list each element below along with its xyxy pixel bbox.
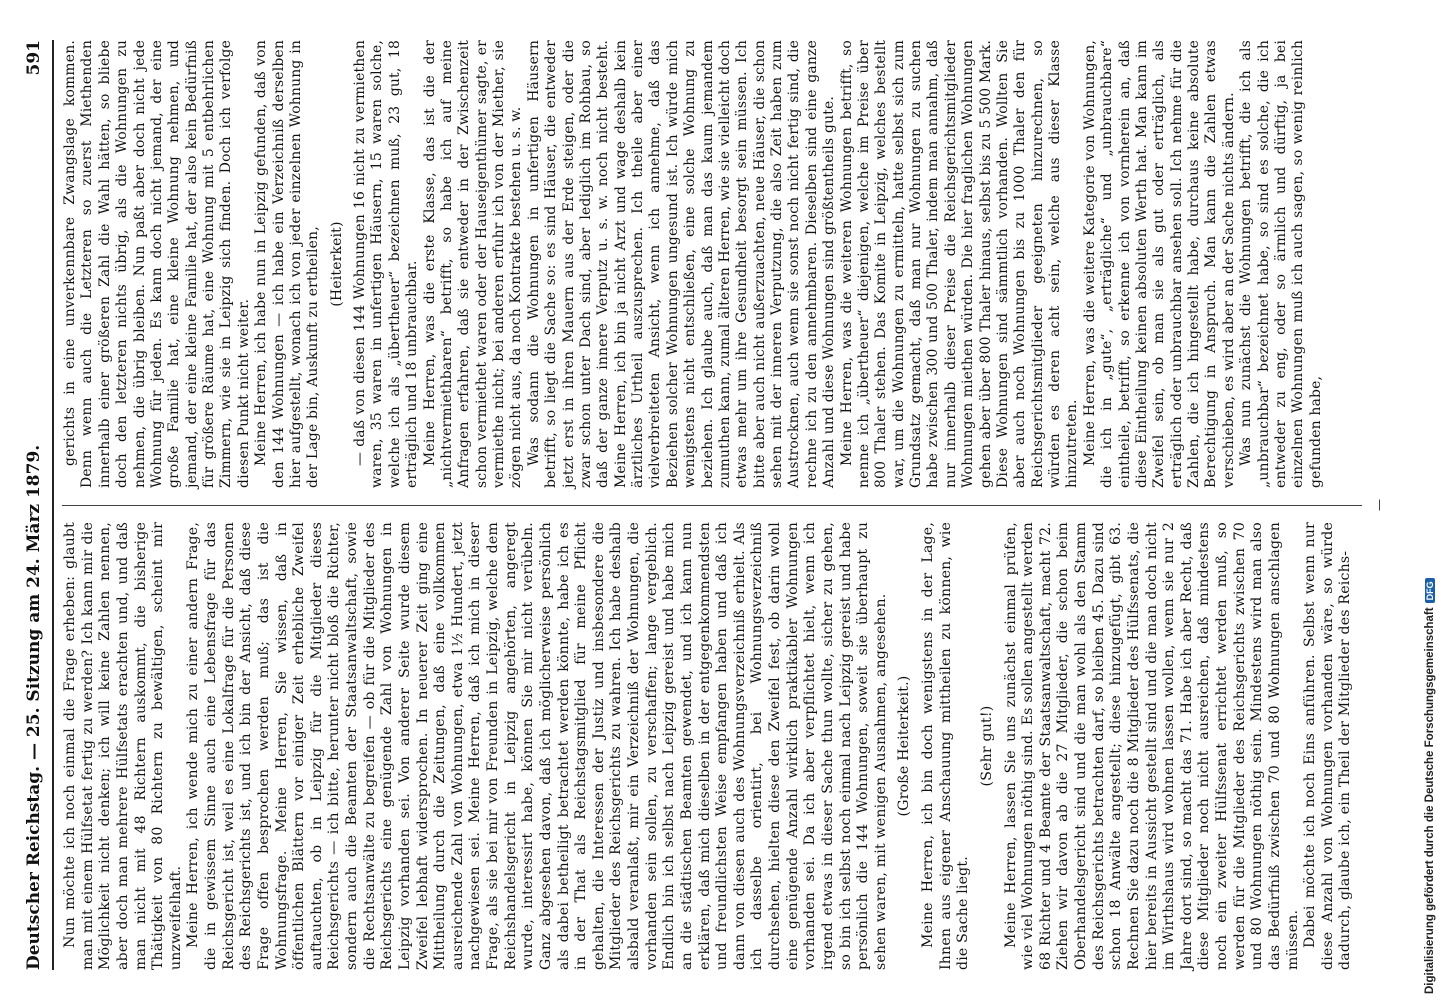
text-column-left (62, 522, 1355, 970)
column-divider (62, 505, 1362, 506)
running-header: Deutscher Reichstag. — 25. Sitzung am 24. März 1879. (24, 444, 44, 970)
dfg-logo: DFG (1425, 578, 1435, 603)
dfg-credit-text: Digitalisierung gefördert durch die Deutsche Forschungsgemeinschaft (1424, 607, 1436, 994)
paragraph: gerichts in eine unverkennbare Zwangslage kommen. Denn wenn auch die Letzteren so zuerst Miethenden innerhalb einer größeren Zahl die Wahl hätten, so bliebe doch den letzteren nichts übrig, als die Wohnungen zu nehmen, die übrig bleiben. Nun paßt aber doch nicht jede Wohnung für jeden. Es kann doch nicht jemand, der eine große Familie hat, eine kleine Wohnung nehmen, und jemand, der eine kleine Familie hat, der also kein Bedürfniß für größere Räume hat, eine Wohnung mit 5 entbehrlichen Zimmern, wie sie in Leipzig sich finden. Doch ich verfolge diesen Punkt nicht weiter. (62, 40, 252, 488)
paragraph: Meine Herren, was die weitere Kategorie von Wohnungen, die ich in „gute“, „erträgliche“ und „unbrauchbare“ eintheile, betrifft, so erkenne ich von vornherein an, daß diese Eintheilung keinen absoluten Werth hat. Man kann im Zweifel sein, ob man sie als gut oder erträglich, als erträglich oder unbrauchbar ansehen soll. Ich nehme für die Zahlen, die ich hingestellt habe, durchaus keine absolute Berechtigung in Anspruch. Man kann die Zahlen etwas verschieben, es wird aber an der Sache nichts ändern. (1081, 40, 1237, 488)
paragraph: Meine Herren, ich bin doch wenigstens in der Lage, Ihnen aus eigener Anschauung mittheilen zu können, wie die Sache liegt. (920, 522, 972, 970)
stage-direction: (Heiterkeit) (328, 221, 345, 307)
paragraph: Was nun zunächst die Wohnungen betrifft, die ich als „unbrauchbar“ bezeichnet habe, so sind es solche, die ich entweder zu eng, oder so ärmlich und dürftig, ja bei einzelnen Wohnungen muß ich auch sagen, so wenig reinlich gefunden habe, (1238, 40, 1324, 488)
paragraph: Meine Herren, was die erste Klasse, das ist die der „nichtvermiethbaren“ betrifft, so habe ich auf meine Anfragen erfahren, daß sie entweder in der Zwischenzeit schon vermiethet waren oder der Hauseigenthümer sagte, er vermiethe nicht; bei anderen erfuhr ich von der Miether, sie zögen nicht aus, da noch Kontrakte bestehen u. s. w. (421, 40, 525, 488)
paragraph: Was sodann die Wohnungen in unfertigen Häusern betrifft, so liegt die Sache so: es sind Häuser, die entweder jetzt erst in ihren Mauern aus der Erde steigen, oder die zwar schon unter Dach sind, aber lediglich im Rohbau, so daß der ganze innere Verputz u. s. w. noch nicht besteht. Meine Herren, ich bin ja nicht Arzt und wage deshalb kein ärztliches Urtheil auszusprechen. Ich theile aber einer vielverbreiteten Ansicht, wenn ich annehme, daß das Beziehen solcher Wohnungen ungesund ist. Ich würde mich wenigstens nicht entschließen, eine solche Wohnung zu beziehen. Ich glaube auch, daß man das kaum jemandem zumuthen kann, zumal älteren Herren, wie sie vielleicht doch etwas mehr um ihre Gesundheit besorgt sein müssen. Ich bitte aber auch nicht außerzuachten, neue Häuser, die schon sehen mit der inneren Verputzung, die also Zeit haben zum Austrocknen, auch wenn sie sonst noch nicht fertig sind, die rechne ich zu den annehmbaren. Dieselben sind eine ganze Anzahl und diese Wohnungen sind größtentheils gute. (525, 40, 838, 488)
dfg-credit (1424, 4, 1436, 994)
paragraph: Meine Herren, was die weiteren Wohnungen betrifft, so nenne ich „übertheuer“ diejenigen, welche im Preise über 800 Thaler stehen. Das Komite in Leipzig, welches bestellt war, um die Wohnungen zu ermitteln, hatte selbst sich zum Grundsatz gemacht, daß man nur Wohnungen zu suchen habe zwischen 300 und 500 Thaler, indem man annahm, daß nur innerhalb dieser Preise die Reichsgerichtsmitglieder Wohnungen miethen würden. Die hier fraglichen Wohnungen gehen aber über 800 Thaler hinaus, selbst bis zu 5 500 Mark. Diese Wohnungen sind sämmtlich vorhanden. Wollten Sie aber auch noch Wohnungen bis zu 1000 Thaler den für Reichsgerichtsmitglieder geeigneten hinzurechnen, so würden es deren acht sein, welche aus dieser Klasse hinzutreten. (838, 40, 1081, 488)
paragraph: Meine Herren, ich wende mich zu einer andern Frage, die in gewissem Sinne auch eine Lebensfrage für das Reichsgericht ist, weil es eine Lokalfrage für die Personen des Reichsgerichts ist, und ich bin der Ansicht, daß diese Frage offen besprochen werden muß; das ist die Wohnungsfrage. Meine Herren, Sie wissen, daß in öffentlichen Blättern vor einiger Zeit erhebliche Zweifel auftauchten, ob in Leipzig für die Mitglieder dieses Reichsgerichts — ich bitte, herunter nicht bloß die Richter, sondern auch die Beamten der Staatsanwaltschaft, sowie die Rechtsanwälte zu begreifen — ob für die Mitglieder des Reichsgerichts eine genügende Zahl von Wohnungen in Leipzig vorhanden sei. Von anderer Seite wurde diesem Zweifel lebhaft widersprochen. In neuerer Zeit ging eine Mittheilung durch die Zeitungen, daß eine vollkommen ausreichende Zahl von Wohnungen, etwa 1½ Hundert, jetzt nachgewiesen sei. Meine Herren, daß ich mich in dieser Frage, als sie bei mir von Freunden in Leipzig, welche dem Reichshandelsgericht in Leipzig angehörten, angeregt wurde, interessirt habe, können Sie mir nicht verübeln. Ganz abgesehen davon, daß ich möglicherweise persönlich als dabei betheiligt betrachtet werden könnte, habe ich es in der That als Reichstagsmitglied für meine Pflicht gehalten, die Interessen der Justiz und insbesondere die Mitglieder des Reichsgerichts zu wahren. Ich habe deshalb alsbald veranlaßt, mir ein Verzeichniß der Wohnungen, die vorhanden sein sollen, zu verschaffen; lange vergeblich. Endlich bin ich selbst nach Leipzig gereist und habe mich an die städtischen Beamten gewendet, und ich kann nun erklären, daß mich dieselben in der entgegenkommendsten und freundlichsten Weise empfangen haben und daß ich dann von diesen auch des Wohnungsverzeichniß erhielt. Als ich dasselbe orientirt, bei Wohnungsverzeichniß durchsehen, hielten diese den Zweifel fest, ob darin wohl eine genügende Anzahl wirklich praktikabler Wohnungen vorhanden sei. Da ich aber verpflichtet hielt, wenn ich irgend etwas in dieser Sache thun wollte, sicher zu gehen, so bin ich selbst noch einmal nach Leipzig gereist und habe persönlich die 144 Wohnungen, soweit sie überhaupt zu sehen waren, mit wenigen Ausnahmen, angesehen. (185, 522, 889, 970)
paragraph: Meine Herren, lassen Sie uns zunächst einmal prüfen, wie viel Wohnungen nöthig sind. Es sollen angestellt werden 68 Richter und 4 Beamte der Staatsanwaltschaft, macht 72. Ziehen wir davon ab die 27 Mitglieder, die schon beim Oberhandelsgericht sind und die man wohl als den Stamm des Reichsgerichts betrachten darf, so bleiben 45. Dazu sind schon 18 Anwälte angestellt; diese hinzugefügt, gibt 63. Rechnen Sie dazu noch die 8 Mitglieder des Hülfssenats, die hier bereits in Aussicht gestellt sind und die man doch nicht im Wirthshaus wird wohnen lassen wollen, wenn sie nur 2 Jahre dort sind, so macht das 71. Habe ich aber Recht, daß diese Mitglieder noch nicht ausreichen, daß mindestens noch ein zweiter Hülfssenat errichtet werden muß, so werden für die Mitglieder des Reichsgerichts zwischen 70 und 80 Wohnungen nöthig sein. Mindestens wird man also das Bedürfniß zwischen 70 und 80 Wohnungen anschlagen müssen. (1002, 522, 1301, 970)
stage-direction: (Große Heiterkeit.) (896, 675, 913, 817)
paragraph: — daß von diesen 144 Wohnungen 16 nicht zu vermiethen waren, 35 waren in unfertigen Häusern, 15 waren solche, welche ich als „übertheuer“ bezeichnen muß, 23 gut, 18 erträglich und 18 unbrauchbar. (352, 40, 421, 488)
paragraph: Dabei möchte ich noch Eins anführen. Selbst wenn nur diese Anzahl von Wohnungen vorhanden wäre, so würde dadurch, glaube ich, ein Theil der Mitglieder des Reichs- (1302, 522, 1354, 970)
page-header (18, 40, 48, 970)
paragraph: Nun möchte ich noch einmal die Frage erheben: glaubt man mit einem Hülfsetat fertig zu werden? Ich kann mir die Möglichkeit nicht denken; ich will keine Zahlen nennen, aber doch man mehrere Hülfsetats erachten und, und daß man nicht mit 48 Richtern auskommt, die bisherige Thätigkeit von 80 Richtern zu bewältigen, scheint mir unzweifelhaft. (62, 522, 184, 970)
header-rule (52, 40, 54, 970)
footer-mark: — (1372, 499, 1386, 511)
dfg-credit-strip (1420, 4, 1438, 994)
text-column-right (62, 40, 1325, 488)
paragraph: Meine Herren, ich habe nun in Leipzig gefunden, daß von den 144 Wohnungen — ich habe ein Verzeichniß derselben hier aufgestellt, wonach ich von jeder einzelnen Wohnung in der Lage bin, Auskunft zu ertheilen, (253, 40, 322, 488)
page-number: 591 (24, 40, 44, 76)
stage-direction: (Sehr gut!) (978, 705, 995, 787)
